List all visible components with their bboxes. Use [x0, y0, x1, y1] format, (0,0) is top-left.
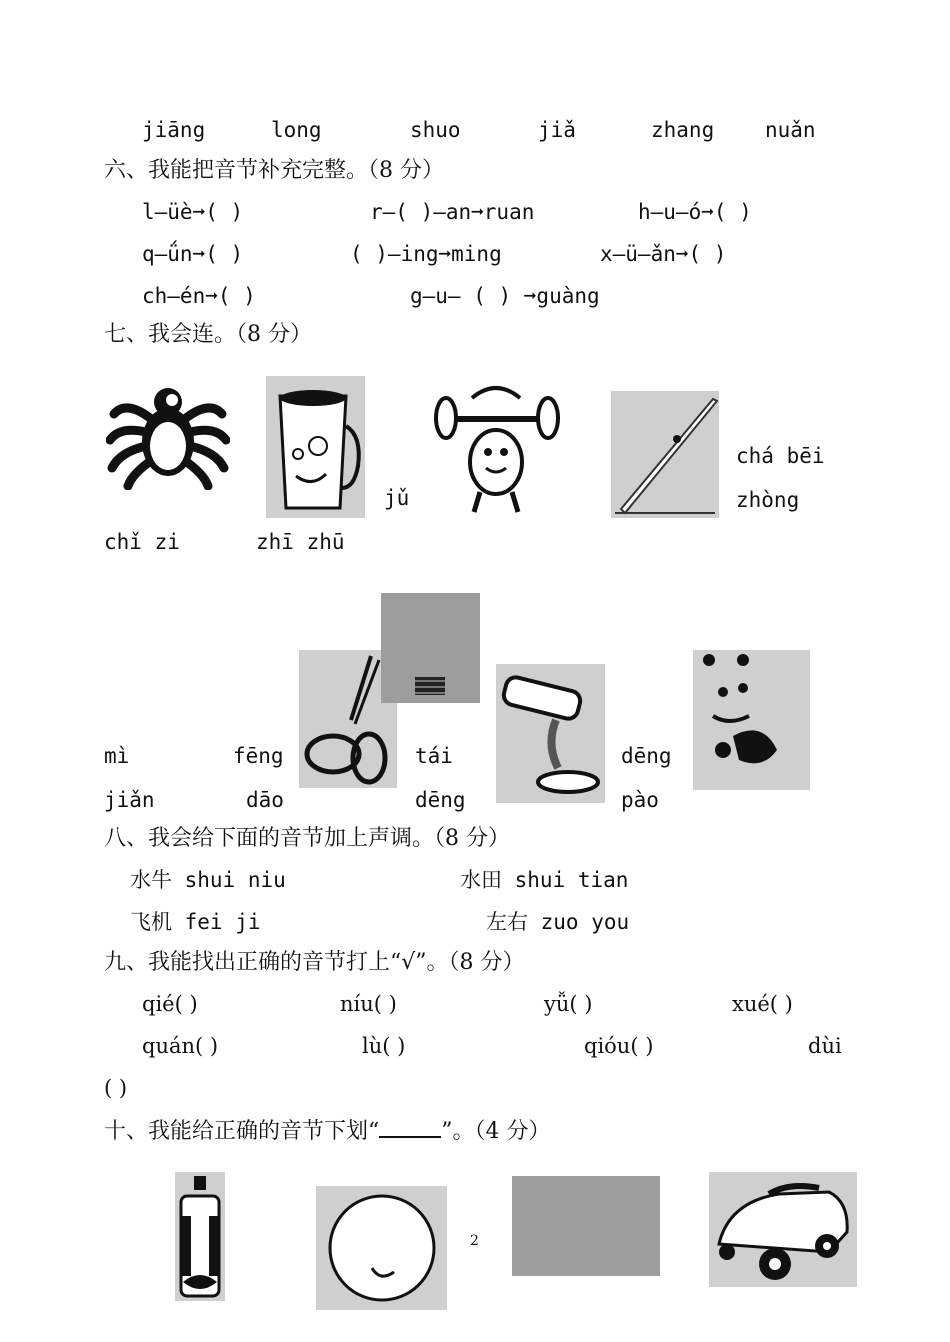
- pinyin-feng: fēng: [233, 744, 284, 768]
- check-item: yǚ( ): [544, 992, 593, 1016]
- check-item: dùi: [808, 1034, 842, 1058]
- lightbulb-icon: [381, 593, 480, 703]
- check-item: ( ): [104, 1076, 128, 1100]
- pinyin-zhang: zhang: [651, 118, 715, 142]
- fill-item: r—( )—an➞ruan: [370, 200, 535, 224]
- fill-item: ch—én➞( ): [142, 284, 256, 308]
- fill-item: l—üè➞( ): [142, 200, 244, 224]
- check-item: xué( ): [732, 992, 793, 1016]
- pinyin-shuo: shuo: [410, 118, 461, 142]
- ruler-icon: [611, 391, 719, 518]
- spider-icon: [106, 378, 230, 490]
- fill-item: h—u—ó➞( ): [638, 200, 752, 224]
- pinyin-tai: tái: [415, 744, 453, 768]
- pinyin-jiang: jiāng: [142, 118, 206, 142]
- check-item: quán( ): [142, 1034, 219, 1058]
- cup-icon: [266, 376, 365, 518]
- section-10-title: 十、我能给正确的音节下划“ ”。（4 分）: [104, 1119, 551, 1144]
- picture-icon: [512, 1176, 660, 1276]
- fill-item: g—u— ( ) ➞guàng: [410, 284, 600, 308]
- pinyin-jia: jiǎ: [538, 118, 576, 142]
- ball-icon: [316, 1186, 447, 1310]
- section-8-title: 八、我会给下面的音节加上声调。（8 分）: [104, 826, 510, 851]
- tone-item: 水牛 shui niu: [130, 868, 286, 892]
- pinyin-dao: dāo: [246, 788, 284, 812]
- page-number: 2: [470, 1233, 479, 1249]
- pinyin-nuan: nuǎn: [765, 118, 816, 142]
- section-7-title: 七、我会连。（8 分）: [104, 322, 312, 347]
- check-item: qióu( ): [584, 1034, 654, 1058]
- fill-item: ( )—ing➞ming: [350, 242, 502, 266]
- pinyin-chi-zi: chǐ zi: [104, 530, 180, 554]
- pinyin-deng-1: dēng: [621, 744, 672, 768]
- car-icon: [709, 1172, 857, 1287]
- pinyin-long: long: [271, 118, 322, 142]
- weightlifter-icon: [432, 378, 562, 518]
- fill-item: x—ü—ǎn➞( ): [600, 242, 727, 266]
- pinyin-zhong: zhòng: [736, 488, 800, 512]
- bottle-icon: [175, 1172, 225, 1301]
- check-item: qié( ): [142, 992, 198, 1016]
- underline-sample: [379, 1118, 441, 1138]
- pinyin-cha-bei: chá bēi: [736, 444, 825, 468]
- bee-icon: [693, 650, 810, 790]
- pinyin-jian: jiǎn: [104, 788, 155, 812]
- section-6-title: 六、我能把音节补充完整。（8 分）: [104, 158, 444, 183]
- pinyin-deng-2: dēng: [415, 788, 466, 812]
- section-9-title: 九、我能找出正确的音节打上“√”。（8 分）: [104, 950, 525, 975]
- desk-lamp-icon: [496, 664, 605, 803]
- check-item: níu( ): [340, 992, 397, 1016]
- fill-item: q—ǘn➞( ): [142, 242, 244, 266]
- pinyin-ju: jǔ: [384, 486, 410, 510]
- tone-item: 水田 shui tian: [460, 868, 629, 892]
- tone-item: 飞机 fei ji: [130, 910, 261, 934]
- pinyin-zhi-zhu: zhī zhū: [256, 530, 345, 554]
- pinyin-pao: pào: [621, 788, 659, 812]
- check-item: lù( ): [362, 1034, 406, 1058]
- tone-item: 左右 zuo you: [486, 910, 630, 934]
- pinyin-mi: mì: [104, 744, 130, 768]
